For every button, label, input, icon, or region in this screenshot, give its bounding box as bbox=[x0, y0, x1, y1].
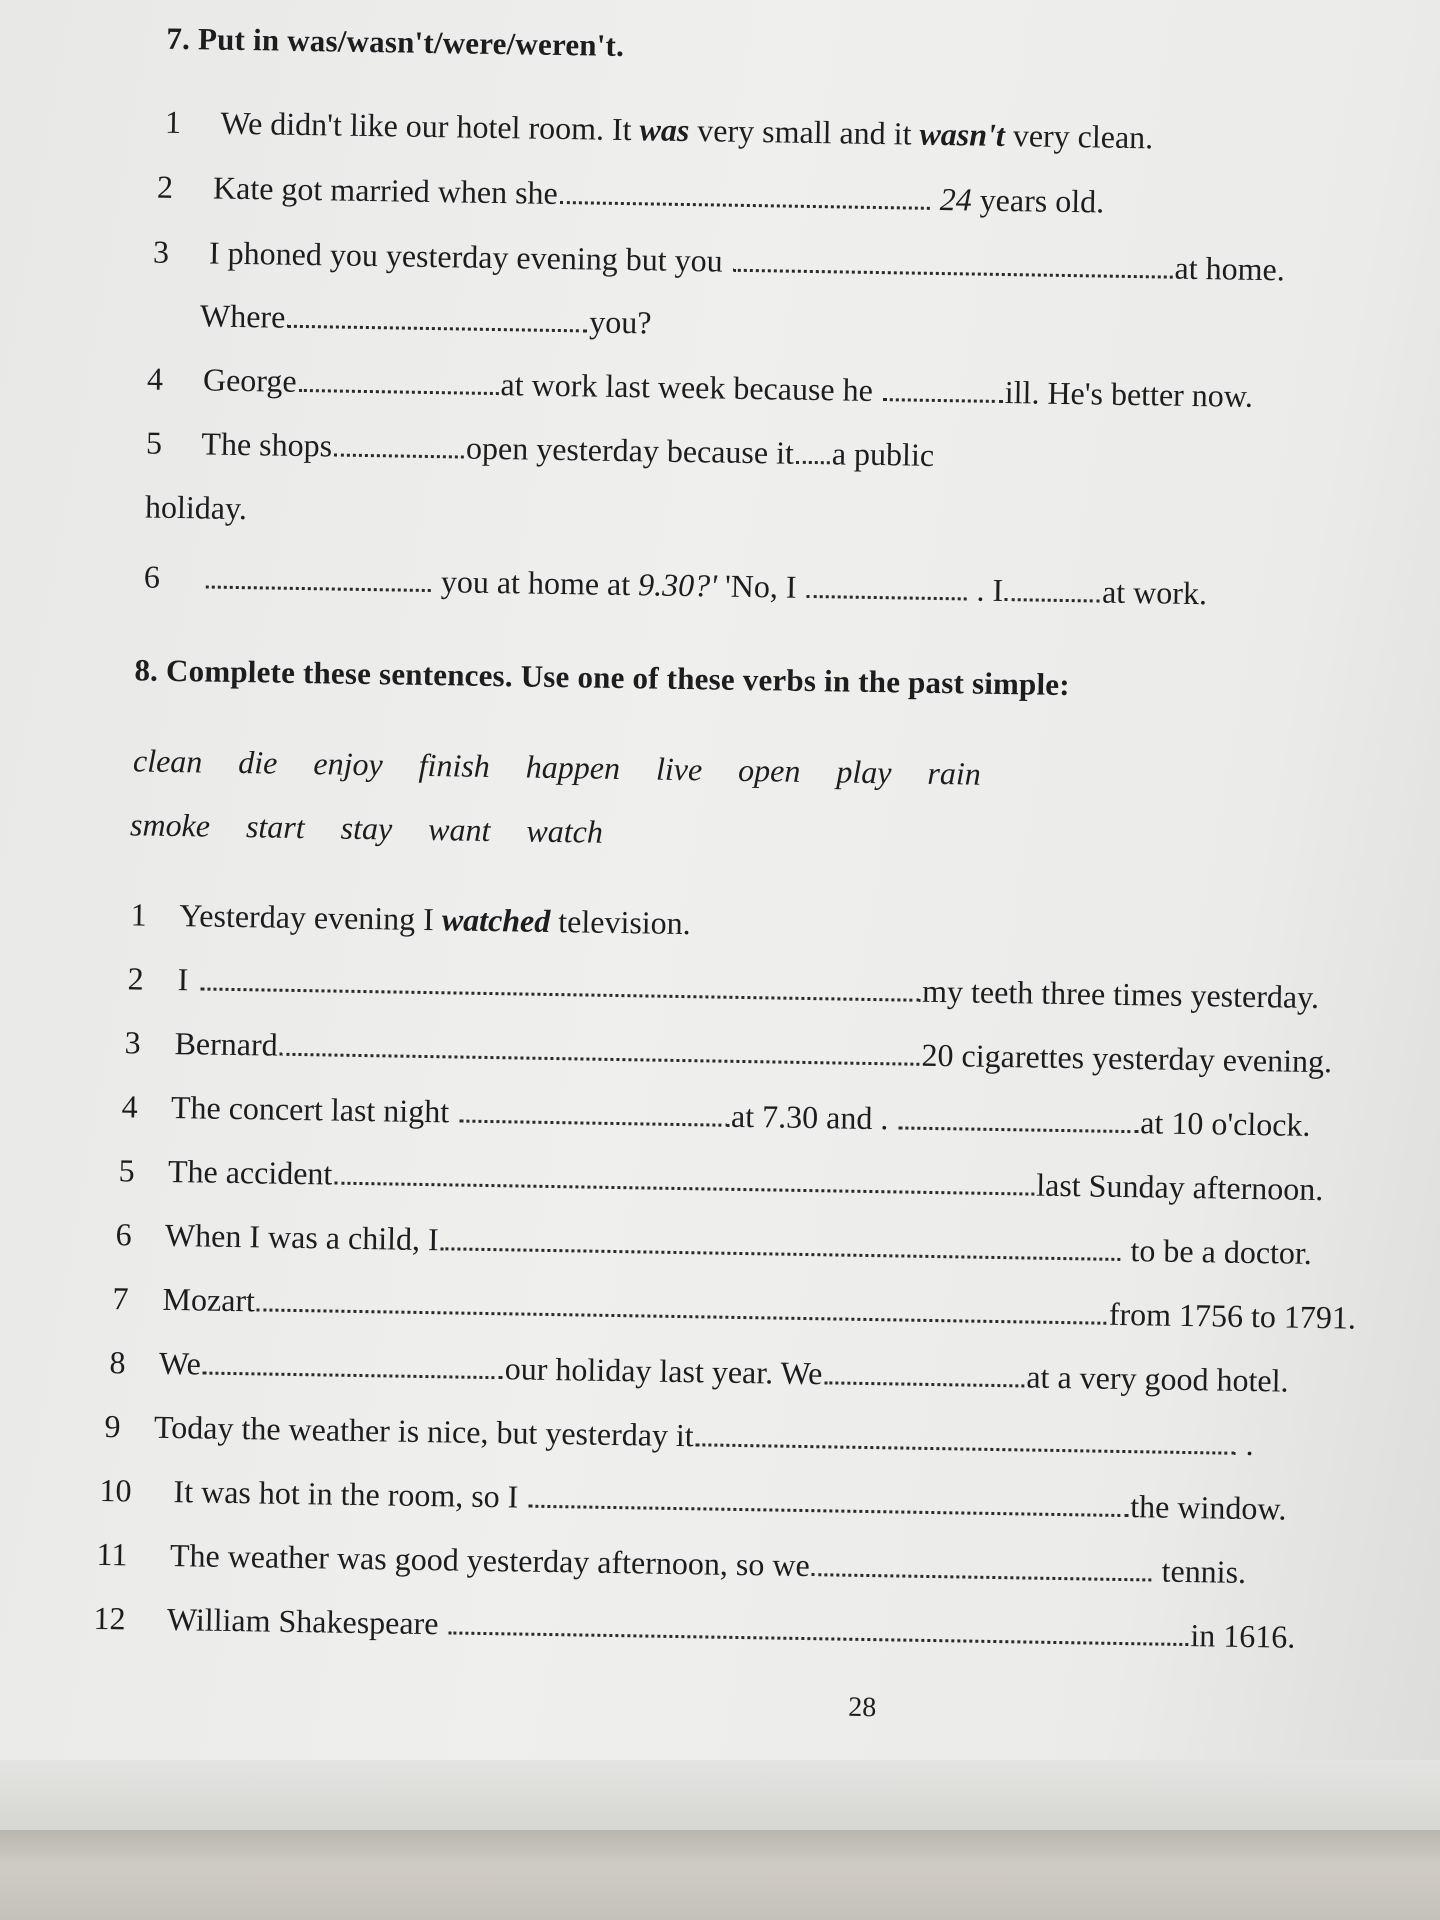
exercise-7-title: 7. Put in was/wasn't/were/weren't. bbox=[166, 20, 625, 63]
item-text: The accident bbox=[167, 1152, 333, 1192]
answer-blank[interactable] bbox=[459, 1120, 729, 1127]
item-text: to be a doctor. bbox=[1122, 1231, 1313, 1271]
answer-blank[interactable] bbox=[203, 1372, 503, 1380]
ex8-item-8 bbox=[109, 1346, 1288, 1397]
item-text: ill. He's better now. bbox=[1004, 374, 1254, 414]
exercise-8-title: 8. Complete these sentences. Use one of these verbs in the past simple: bbox=[134, 652, 1071, 703]
ex8-item-1 bbox=[130, 896, 691, 942]
item-number: 2 bbox=[156, 168, 174, 205]
answer-blank[interactable] bbox=[298, 389, 498, 395]
answer-blank[interactable] bbox=[806, 595, 966, 601]
verb-word: clean bbox=[132, 742, 203, 780]
ex8-item-10 bbox=[99, 1471, 1287, 1527]
item-text: We didn't like our hotel room. It bbox=[220, 104, 640, 148]
ex7-item-5 bbox=[145, 424, 935, 473]
ex8-item-6 bbox=[115, 1218, 1312, 1269]
ex8-item-2 bbox=[127, 960, 1320, 1016]
verb-word: happen bbox=[525, 748, 621, 787]
answer-blank[interactable] bbox=[257, 1308, 1107, 1324]
item-text: Yesterday evening I bbox=[179, 897, 443, 938]
item-text: The concert last night bbox=[170, 1089, 458, 1130]
item-text: William Shakespeare bbox=[166, 1601, 447, 1642]
example-answer: was bbox=[639, 111, 690, 149]
verb-word: die bbox=[238, 744, 278, 781]
answer-blank[interactable] bbox=[883, 398, 1003, 403]
ex7-item-3 bbox=[152, 233, 1286, 288]
item-number: 1 bbox=[130, 896, 147, 933]
page-content bbox=[93, 0, 1395, 1724]
item-text: When I was a child, I bbox=[164, 1216, 439, 1258]
item-text: . bbox=[1237, 1425, 1254, 1463]
ex8-item-4 bbox=[121, 1090, 1310, 1141]
item-text: very small and it bbox=[689, 112, 920, 152]
item-text: Bernard bbox=[174, 1025, 278, 1063]
item-text: at 7.30 and . bbox=[730, 1097, 897, 1137]
verb-word: want bbox=[427, 811, 491, 848]
ex8-item-9 bbox=[104, 1408, 1254, 1463]
page-number: 28 bbox=[848, 1691, 877, 1724]
ex8-item-7 bbox=[112, 1282, 1356, 1334]
item-text: 'No, I bbox=[716, 567, 805, 605]
item-text: our holiday last year. We bbox=[504, 1350, 823, 1392]
item-number: 10 bbox=[99, 1471, 132, 1509]
verb-word: finish bbox=[418, 746, 491, 784]
verb-word: watch bbox=[526, 812, 604, 850]
item-text: 20 cigarettes yesterday evening. bbox=[921, 1036, 1333, 1080]
item-text: at work last week because he bbox=[500, 366, 882, 409]
verb-word: open bbox=[737, 751, 801, 789]
ex7-item-2 bbox=[156, 168, 1105, 220]
item-number: 6 bbox=[143, 558, 161, 595]
answer-blank[interactable] bbox=[732, 269, 1172, 279]
item-text: at a very good hotel. bbox=[1026, 1358, 1289, 1399]
answer-blank[interactable] bbox=[824, 1381, 1024, 1387]
answer-blank[interactable] bbox=[200, 987, 920, 1001]
example-answer: wasn't bbox=[919, 115, 1006, 153]
answer-blank[interactable] bbox=[334, 1182, 1034, 1196]
item-text: the window. bbox=[1130, 1488, 1287, 1527]
item-text: Where bbox=[199, 297, 286, 335]
item-text: my teeth three times yesterday. bbox=[921, 972, 1320, 1016]
verb-word: play bbox=[836, 753, 892, 791]
answer-blank[interactable] bbox=[280, 1053, 920, 1066]
ex8-item-11 bbox=[96, 1535, 1247, 1590]
ex7-item-4 bbox=[146, 360, 1254, 414]
item-text: Kate got married when she bbox=[212, 169, 559, 211]
item-text: Mozart bbox=[162, 1280, 256, 1319]
item-text: 9.30?' bbox=[637, 566, 718, 604]
answer-blank[interactable] bbox=[560, 201, 930, 210]
item-number: 5 bbox=[118, 1152, 135, 1189]
item-text: The shops bbox=[201, 425, 333, 464]
item-text: very clean. bbox=[1004, 116, 1154, 156]
item-number: 6 bbox=[115, 1216, 132, 1253]
item-text: a public bbox=[831, 435, 935, 473]
verb-list-row-2 bbox=[130, 806, 639, 851]
verb-list-row-1 bbox=[133, 742, 1017, 793]
item-text: at home. bbox=[1174, 249, 1286, 288]
item-text: 24 bbox=[939, 180, 973, 218]
item-text: at work. bbox=[1101, 573, 1208, 612]
item-text: I phoned you yesterday evening but you bbox=[208, 234, 731, 279]
ex7-item-1 bbox=[164, 103, 1154, 156]
answer-blank[interactable] bbox=[812, 1573, 1152, 1581]
item-number: 4 bbox=[121, 1088, 138, 1125]
ex8-item-3 bbox=[124, 1024, 1333, 1080]
verb-word: live bbox=[655, 750, 703, 788]
ex7-item-6 bbox=[143, 558, 1208, 612]
ex8-item-5 bbox=[118, 1152, 1324, 1208]
item-number: 8 bbox=[109, 1344, 126, 1381]
item-number: 9 bbox=[104, 1408, 121, 1445]
item-text: you? bbox=[588, 303, 652, 341]
answer-blank[interactable] bbox=[206, 585, 431, 592]
answer-blank[interactable] bbox=[334, 453, 464, 458]
answer-blank[interactable] bbox=[287, 325, 587, 333]
answer-blank[interactable] bbox=[898, 1126, 1138, 1133]
item-text: Today the weather is nice, but yesterday it bbox=[153, 1408, 695, 1454]
item-text: The weather was good yesterday afternoon, so we bbox=[169, 1537, 810, 1584]
item-number: 3 bbox=[124, 1024, 141, 1061]
item-text: you at home at bbox=[432, 563, 639, 603]
item-text: at 10 o'clock. bbox=[1140, 1104, 1311, 1143]
item-number: 3 bbox=[152, 233, 170, 270]
answer-blank[interactable] bbox=[440, 1247, 1120, 1261]
item-text: George bbox=[202, 361, 297, 399]
item-text: years old. bbox=[971, 181, 1105, 220]
example-answer: watched bbox=[441, 901, 551, 939]
answer-blank[interactable] bbox=[528, 1505, 1128, 1517]
ex7-item-3-cont bbox=[199, 297, 652, 341]
item-text: in 1616. bbox=[1190, 1617, 1296, 1655]
verb-word: smoke bbox=[129, 806, 211, 844]
item-text: . I bbox=[968, 571, 1004, 609]
item-number: 7 bbox=[112, 1280, 129, 1317]
answer-blank[interactable] bbox=[1005, 598, 1100, 602]
item-text: television. bbox=[550, 902, 691, 942]
verb-word: start bbox=[245, 808, 305, 846]
item-text: from 1756 to 1791. bbox=[1108, 1295, 1357, 1336]
answer-blank[interactable] bbox=[696, 1443, 1236, 1454]
ex8-item-12 bbox=[93, 1599, 1296, 1655]
answer-blank[interactable] bbox=[796, 461, 830, 465]
item-number: 5 bbox=[145, 424, 163, 461]
ex7-item-5-cont: holiday. bbox=[144, 488, 248, 527]
item-text: We bbox=[158, 1344, 202, 1382]
item-number: 1 bbox=[164, 103, 182, 141]
item-text: open yesterday because it bbox=[465, 429, 795, 471]
verb-word: stay bbox=[340, 809, 393, 847]
verb-word: rain bbox=[927, 754, 982, 792]
answer-blank[interactable] bbox=[448, 1631, 1188, 1646]
item-text: tennis. bbox=[1153, 1552, 1247, 1590]
verb-word: enjoy bbox=[313, 745, 383, 783]
item-number: 11 bbox=[96, 1535, 128, 1573]
item-text: last Sunday afternoon. bbox=[1035, 1166, 1324, 1208]
item-number: 4 bbox=[146, 360, 164, 397]
item-text: I bbox=[177, 961, 189, 998]
item-number: 12 bbox=[93, 1599, 126, 1637]
item-text: It was hot in the room, so I bbox=[173, 1473, 527, 1515]
item-number: 2 bbox=[127, 960, 144, 997]
table-surface bbox=[0, 1830, 1440, 1920]
